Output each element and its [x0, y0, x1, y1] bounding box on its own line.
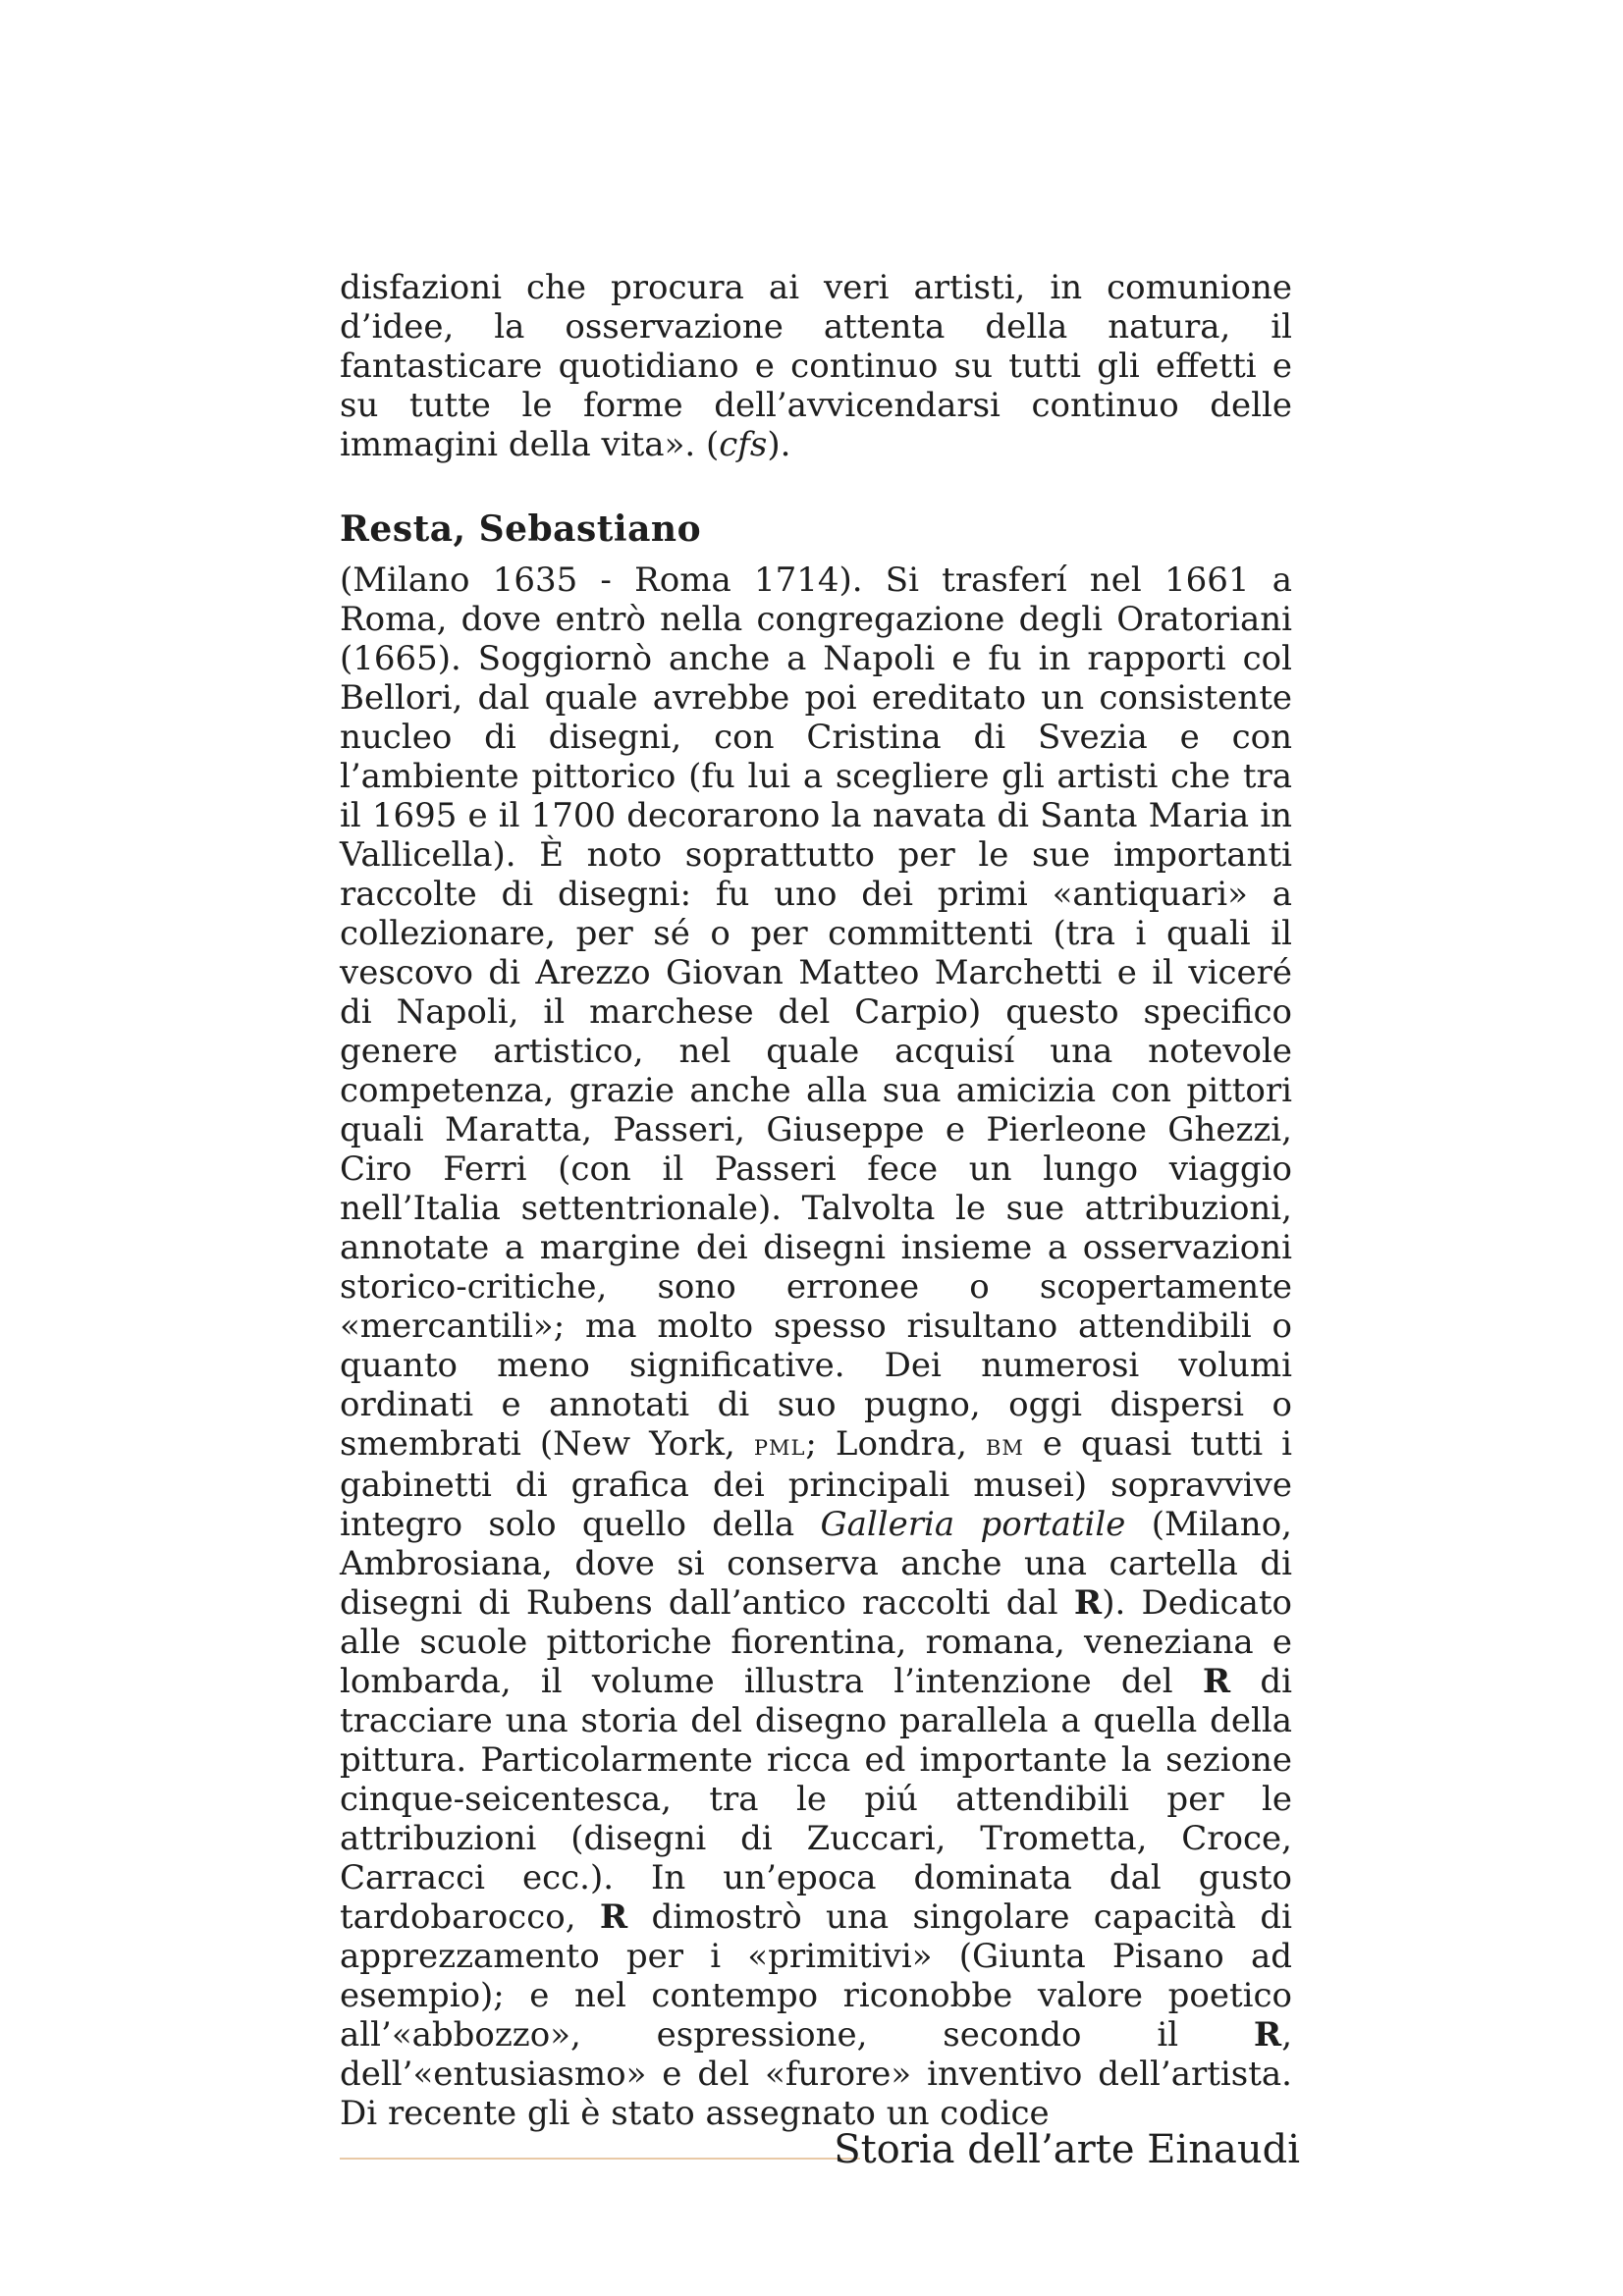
abbr-pml: pml [753, 1428, 806, 1463]
abbr-bm: bm [985, 1428, 1024, 1463]
intro-text-end: ). [767, 425, 791, 464]
footer-title: Storia dell’arte Einaudi [834, 2127, 1300, 2172]
work-title: Galleria portatile [820, 1505, 1126, 1544]
entry-initial: R [1202, 1662, 1231, 1701]
entry-body [340, 561, 1292, 2133]
entry-text-1: (Milano 1635 - Roma 1714). Si trasferí nel 1661 a Roma, dove entrò nella congregazione degli Oratoriani (1665). Soggiornò anche a Napoli e fu in rapporti col Bellori, dal quale avrebbe poi ereditato un consistente nucleo di disegni, con Cristina di Svezia e con l’ambiente pittorico (fu lui a scegliere gli artisti che tra il 1695 e il 1700 decorarono la navata di Santa Maria in Vallicella). È noto soprattutto per le sue importanti raccolte di disegni: fu uno dei primi «antiquari» a collezionare, per sé o per committenti (tra i quali il vescovo di Arezzo Giovan Matteo Marchetti e il viceré di Napoli, il marchese del Carpio) questo specifico genere artistico, nel quale acquisí una notevole competenza, grazie anche alla sua amicizia con pittori quali Maratta, Passeri, Giuseppe e Pierleone Ghezzi, Ciro Ferri (con il Passeri fece un lungo viaggio nell’Italia settentrionale). Talvolta le sue attribuzioni, annotate a margine dei disegni insieme a osservazioni storico-critiche, sono erronee o scopertamente «mercantili»; ma molto spesso risultano attendibili o quanto meno significative. Dei numerosi volumi ordinati e annotati di suo pugno, oggi dispersi o smembrati (New York, [340, 561, 1292, 1464]
entry-text-4: (Milano, Ambrosiana, dove si conserva anche una cartella di disegni di Rubens dall’antico raccolti dal [340, 1505, 1292, 1623]
entry-initial: R [599, 1897, 628, 1937]
entry-initial: R [1253, 2015, 1282, 2055]
entry-text-6: di tracciare una storia del disegno parallela a quella della pittura. Particolarmente ricca ed importante la sezione cinque-seicentesca, tra le piú attendibili per le attribuzioni (disegni di Zuccari, Trometta, Croce, Carracci ecc.). In un’epoca dominata dal gusto tardobarocco, [340, 1662, 1292, 1937]
entry-text-3: e quasi tutti i gabinetti di grafica dei principali musei) sopravvive integro solo quello della [340, 1424, 1292, 1544]
footer-rule [340, 2158, 860, 2160]
entry-text-7: dimostrò una singolare capacità di apprezzamento per i «primitivi» (Giunta Pisano ad esempio); e nel contempo riconobbe valore poetico all’«abbozzo», espressione, secondo il [340, 1897, 1292, 2055]
entry-text-5: ). Dedicato alle scuole pittoriche fiorentina, romana, veneziana e lombarda, il volume illustra l’intenzione del [340, 1583, 1292, 1701]
page-footer [340, 2122, 1300, 2181]
entry-text-8: , dell’«entusiasmo» e del «furore» inventivo dell’artista. Di recente gli è stato assegnato un codice [340, 2015, 1292, 2133]
entry-text-2: ; Londra, [805, 1424, 986, 1464]
author-initials: cfs [719, 425, 768, 464]
entry-initial: R [1073, 1583, 1103, 1623]
intro-paragraph [340, 268, 1292, 464]
intro-text: disfazioni che procura ai veri artisti, in comunione d’idee, la osservazione attenta della natura, il fantasticare quotidiano e continuo su tutti gli effetti e su tutte le forme dell’avvicendarsi continuo delle immagini della vita». ( [340, 268, 1292, 464]
text-column [340, 268, 1292, 2133]
entry-heading: Resta, Sebastiano [340, 508, 702, 550]
